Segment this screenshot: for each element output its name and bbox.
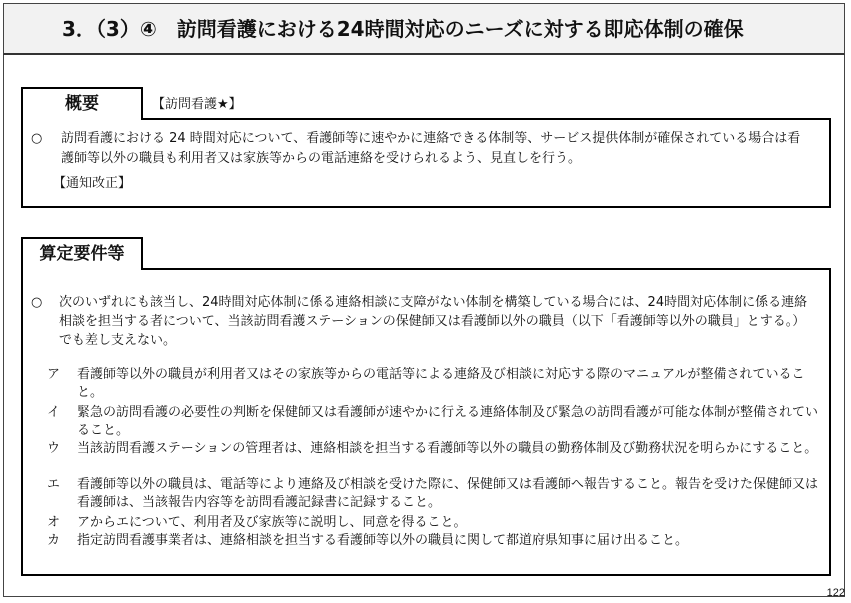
requirement-mark: エ (47, 477, 61, 492)
requirement-mark: ウ (47, 441, 61, 456)
requirements-label: 算定要件等 (21, 237, 143, 270)
overview-bullet: ○ (31, 131, 43, 146)
requirement-text: 緊急の訪問看護の必要性の判断を保健師又は看護師が速やかに行える連絡体制及び緊急の訪問看護が可能な体制が整備されていること。 (77, 405, 819, 438)
requirement-item (47, 366, 819, 402)
overview-text-body: 訪問看護における 24 時間対応について、看護師等に速やかに連絡できる体制等、サービス提供体制が確保されている場合は看護師等以外の職員も利用者又は家族等からの電話連絡を受けられるよう、見直しを行う。 (61, 131, 801, 166)
requirement-mark: イ (47, 405, 61, 420)
requirement-text: 看護師等以外の職員は、電話等により連絡及び相談を受けた際に、保健師又は看護師へ報告すること。報告を受けた保健師又は看護師は、当該報告内容等を訪問看護記録書に記録すること。 (77, 477, 819, 510)
requirements-box (21, 268, 831, 576)
requirements-intro (59, 293, 817, 350)
requirement-item (47, 514, 819, 532)
requirement-mark: オ (47, 515, 61, 530)
requirement-text: アからエについて、利用者及び家族等に説明し、同意を得ること。 (77, 515, 467, 530)
page-title: 3．（3）④ 訪問看護における24時間対応のニーズに対する即応体制の確保 (3, 3, 845, 55)
requirement-item (47, 404, 819, 440)
requirement-item (47, 440, 819, 458)
requirements-intro-body: 次のいずれにも該当し、24時間対応体制に係る連絡相談に支障がない体制を構築している場合には、24時間対応体制に係る連絡相談を担当する者について、当該訪問看護ステーションの保健師又は看護師以外の職員（以下「看護師等以外の職員」とする。）でも差し支えない。 (59, 295, 808, 348)
page-number: 122 (826, 587, 845, 599)
requirement-text: 看護師等以外の職員が利用者又はその家族等からの電話等による連絡及び相談に対応する際のマニュアルが整備されていること。 (77, 367, 805, 400)
requirements-bullet: ○ (31, 295, 43, 310)
overview-note: 【通知改正】 (53, 176, 132, 191)
overview-label: 概要 (21, 87, 143, 120)
requirement-text: 当該訪問看護ステーションの管理者は、連絡相談を担当する看護師等以外の職員の勤務体制及び勤務状況を明らかにすること。 (77, 441, 818, 456)
requirement-text: 指定訪問看護事業者は、連絡相談を担当する看護師等以外の職員に関して都道府県知事に届け出ること。 (77, 533, 689, 548)
requirement-mark: カ (47, 533, 61, 548)
overview-text (61, 129, 813, 169)
requirement-item (47, 532, 819, 550)
overview-box (21, 118, 831, 208)
overview-tag: 【訪問看護★】 (152, 97, 242, 112)
requirement-item (47, 476, 819, 512)
requirement-mark: ア (47, 367, 61, 382)
